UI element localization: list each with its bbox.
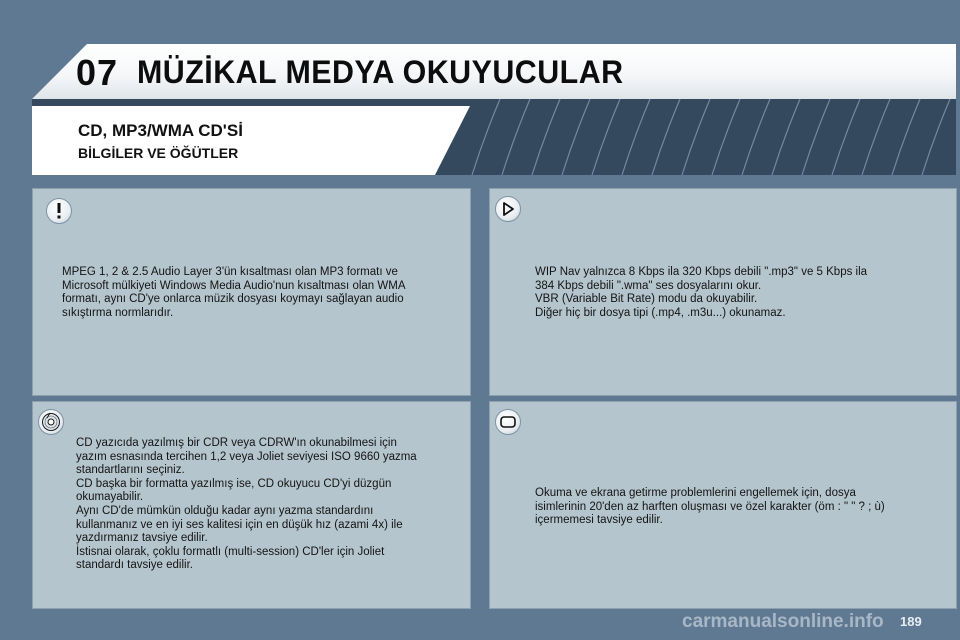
panel-paragraph: WIP Nav yalnızca 8 Kbps ila 320 Kbps debili ".mp3" ve 5 Kbps ila 384 Kbps debili ".wma" ses dosyalarını okur. VBR (Variable Bit Rate) modu da okuyabilir. Diğer hiç bir dosya tipi (.mp4, .m3u...) okunamaz. bbox=[535, 266, 868, 319]
panel-supported-bitrates bbox=[489, 188, 957, 396]
chapter-number: 07 bbox=[76, 52, 119, 93]
section-subtitle: BİLGİLER VE ÖĞÜTLER bbox=[78, 145, 239, 161]
watermark: carmanualsonline.info bbox=[682, 611, 884, 632]
panel-cd-burning-advice bbox=[32, 401, 471, 609]
cd-disc-icon bbox=[38, 409, 64, 435]
rounded-rectangle-icon bbox=[495, 409, 521, 435]
section-title: CD, MP3/WMA CD'Sİ bbox=[78, 121, 243, 140]
panel-paragraph: MPEG 1, 2 & 2.5 Audio Layer 3'ün kısaltması olan MP3 formatı ve Microsoft mülkiyeti Windows Media Audio'nun kısaltması olan WMA formatı, aynı CD'ye onlarca müzik dosyası koymayı sağlayan audio sıkıştırma normlarıdır. bbox=[62, 266, 406, 319]
chapter-title: MÜZİKAL MEDYA OKUYUCULAR bbox=[137, 54, 624, 90]
warning-exclamation-icon bbox=[46, 198, 72, 224]
panel-text bbox=[76, 437, 468, 573]
play-triangle-icon bbox=[495, 196, 521, 222]
panel-text bbox=[535, 266, 953, 320]
panel-file-naming-advice bbox=[489, 401, 957, 609]
panel-paragraph: CD yazıcıda yazılmış bir CDR veya CDRW'ın okunabilmesi için yazım esnasında tercihen 1,2 veya Joliet seviyesi ISO 9660 yazma standartlarını seçiniz. CD başka bir formatta yazılmış ise, CD okuyucu CD'yi düzgün okumayabilir. Aynı CD'de mümkün olduğu kadar aynı yazma standardını kullanmanız ve en iyi ses kalitesi için en düşük hız (azami 4x) ile yazdırmanız tavsiye edilir. İstisnai olarak, çoklu formatlı (multi-session) CD'ler için Joliet standardı tavsiye edilir. bbox=[76, 437, 417, 572]
page-number: 189 bbox=[900, 614, 922, 629]
panel-mp3-wma-formats bbox=[32, 188, 471, 396]
panel-paragraph: Okuma ve ekrana getirme problemlerini engellemek için, dosya isimlerinin 20'den az harften oluşması ve özel karakter (öm : " " ? ; ù) içermemesi tavsiye edilir. bbox=[535, 487, 885, 527]
panel-text bbox=[62, 266, 464, 320]
panel-text bbox=[535, 487, 953, 528]
